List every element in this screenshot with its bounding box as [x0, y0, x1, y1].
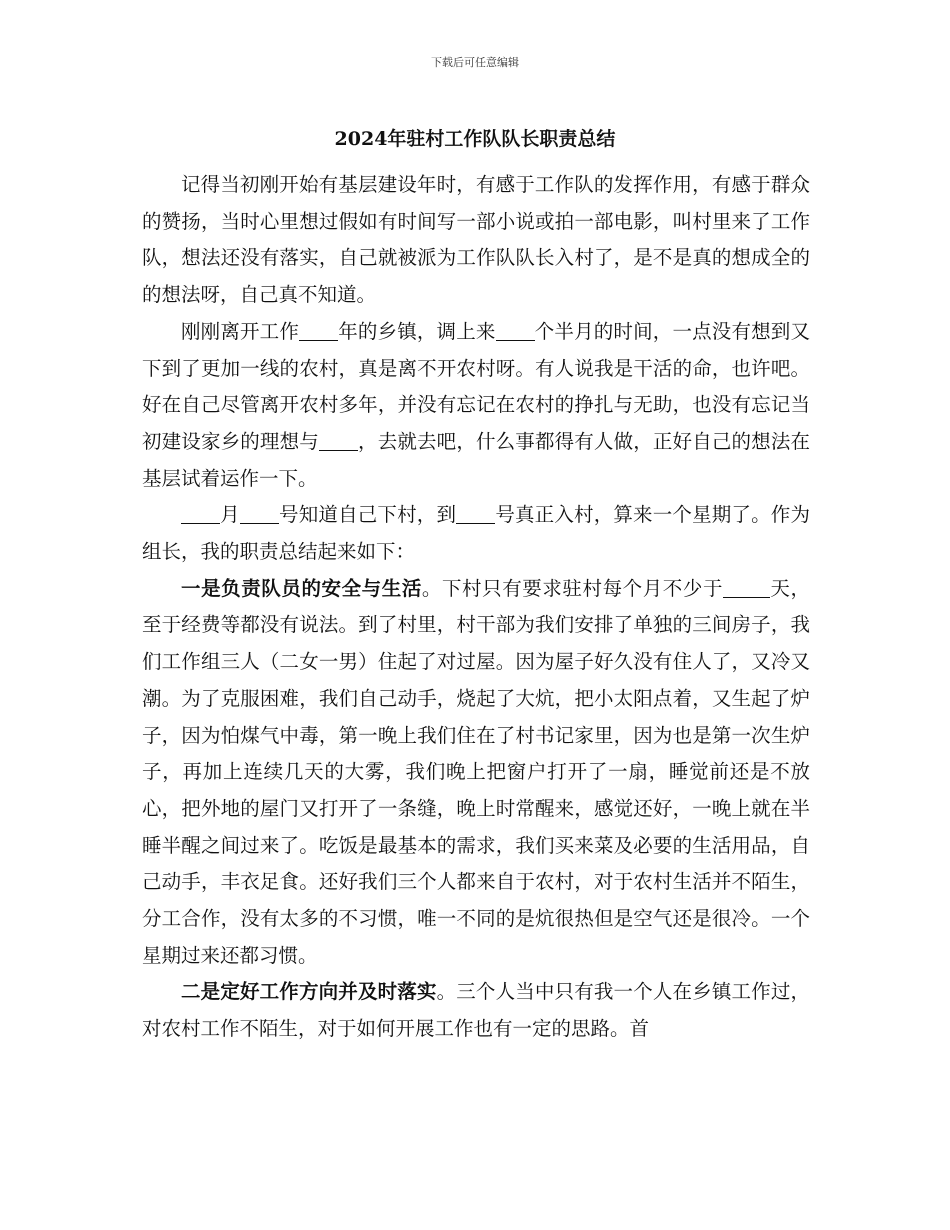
- text-run: 个半月的时间，一点没有想到又下到了更加一线的农村，真是离不开农村呀。有人说我是干活的命，也许吧。好在自己尽管离开农村多年，并没有忘记在农村的挣扎与无助，也没有忘记当初建设家乡的理想与: [142, 319, 810, 453]
- text-run: ，去就去吧，什么事都得有人做，正好自己的想法在基层试着运作一下。: [142, 429, 810, 490]
- paragraph-3: [142, 497, 810, 570]
- fill-blank: [240, 504, 279, 525]
- text-run: 号知道自己下村，到: [278, 503, 457, 527]
- document-body: [142, 167, 810, 1048]
- fill-blank: [319, 430, 358, 451]
- paragraph-1: 记得当初刚开始有基层建设年时，有感于工作队的发挥作用，有感于群众的赞扬，当时心里想过假如有时间写一部小说或拍一部电影，叫村里来了工作队，想法还没有落实，自己就被派为工作队队长入村了，是不是真的想成全的的想法呀，自己真不知道。: [142, 173, 810, 307]
- page-title: 2024年驻村工作队队长职责总结: [334, 128, 616, 150]
- paragraph-2: [142, 314, 810, 498]
- text-run: 刚刚离开工作: [181, 319, 300, 343]
- text-run: 号真正入村，算来一个星期了。作为组长，我的职责总结起来如下：: [142, 503, 810, 564]
- section-heading: 二是定好工作方向并及时落实: [181, 980, 437, 1004]
- text-run: 。下村只有要求驻村每个月不少于: [421, 576, 724, 600]
- fill-blank: [496, 320, 535, 341]
- fill-blank: [456, 504, 495, 525]
- fill-blank: [181, 504, 220, 525]
- text-run: 月: [220, 503, 240, 527]
- text-run: 。三个人当中只有我一个人在乡镇工作过，对农村工作不陌生，对于如何开展工作也有一定的思路。首: [142, 980, 810, 1041]
- paragraph-5: [142, 974, 810, 1047]
- text-run: 天，至于经费等都没有说法。到了村里，村干部为我们安排了单独的三间房子，我们工作组三人（二女一男）住起了对过屋。因为屋子好久没有住人了，又冷又潮。为了克服困难，我们自己动手，烧起了大炕，把小太阳点着，又生起了炉子，因为怕煤气中毒，第一晚上我们住在了村书记家里，因为也是第一次生炉子，再加上连续几天的大雾，我们晚上把窗户打开了一扇，睡觉前还是不放心，把外地的屋门又打开了一条缝，晚上时常醒来，感觉还好，一晚上就在半睡半醒之间过来了。吃饭是最基本的需求，我们买来菜及必要的生活用品，自己动手，丰衣足食。还好我们三个人都来自于农村，对于农村生活并不陌生，分工合作，没有太多的不习惯，唯一不同的是炕很热但是空气还是很冷。一个星期过来还都习惯。: [142, 576, 810, 967]
- section-heading: 一是负责队员的安全与生活: [181, 576, 422, 600]
- text-run: 年的乡镇，调上来: [338, 319, 496, 343]
- paragraph-4: [142, 571, 810, 975]
- header-note: 下载后可任意编辑: [431, 56, 519, 69]
- fill-blank: [723, 577, 770, 598]
- fill-blank: [299, 320, 338, 341]
